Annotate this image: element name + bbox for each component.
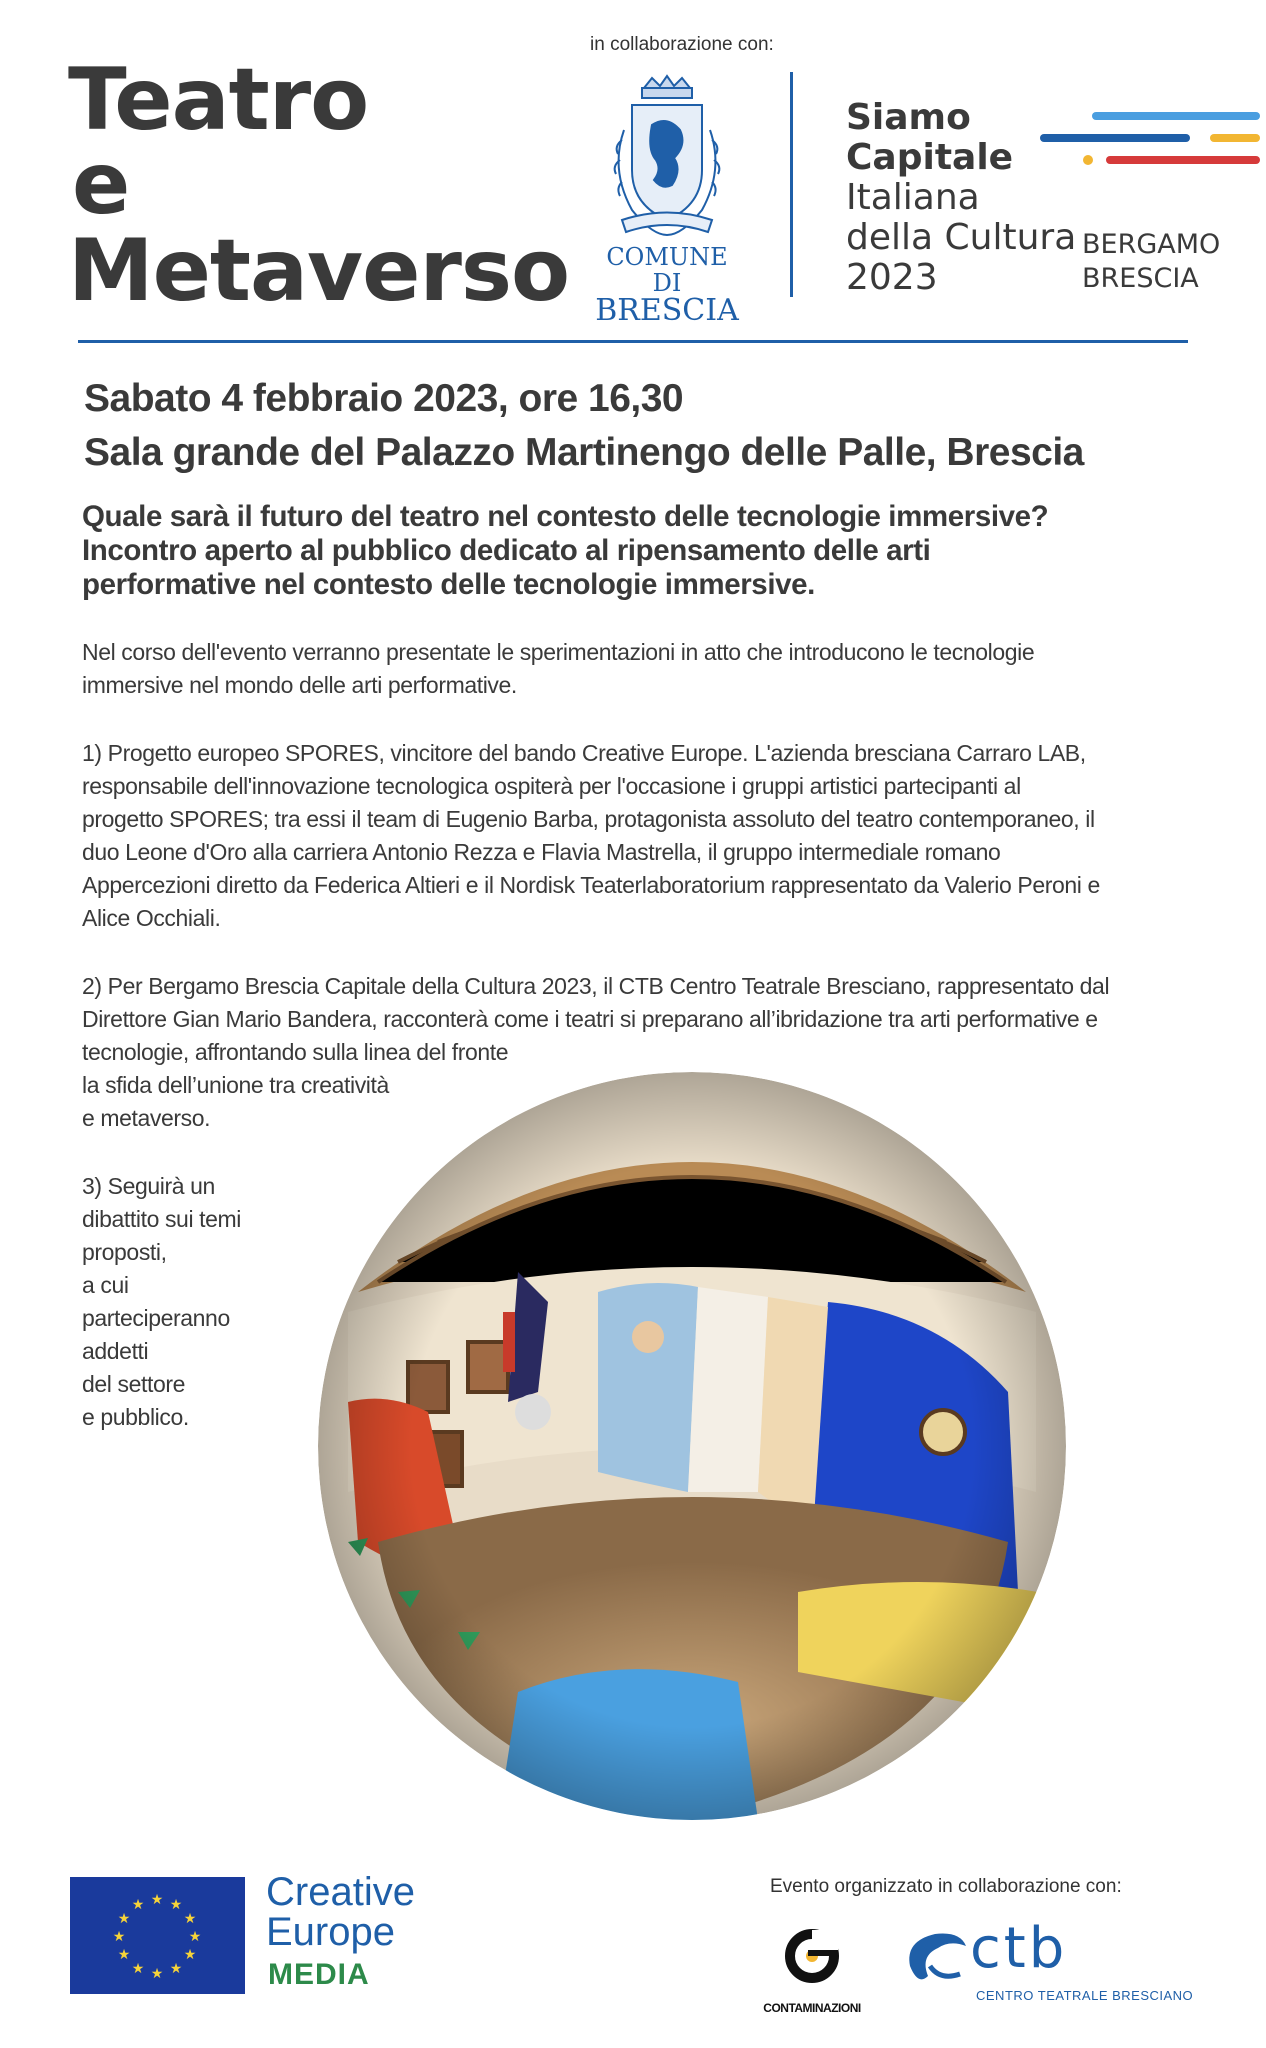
contaminazioni-logo: [752, 1926, 872, 2016]
organized-label: Evento organizzato in collaborazione con:: [770, 1876, 1122, 1897]
point3-line: del settore: [82, 1371, 185, 1397]
question-line: Incontro aperto al pubblico dedicato al ripensamento delle arti: [82, 534, 931, 567]
event-title: [68, 50, 570, 321]
point1-paragraph: [82, 737, 1202, 935]
point2-line: 2) Per Bergamo Brescia Capitale della Cultura 2023, il CTB Centro Teatrale Bresciano, rappresentato dal: [82, 973, 1110, 999]
capitale-line2: Capitale: [846, 137, 1014, 178]
ctb-splash-icon: [900, 1926, 970, 1996]
point2-line: Direttore Gian Mario Bandera, racconterà come i teatri si preparano all’ibridazione tra arti performative e: [82, 1006, 1098, 1032]
svg-text:★: ★: [131, 1897, 145, 1913]
contaminazioni-text: CONTAMINAZIONI: [763, 2001, 861, 2015]
point1-line: progetto SPORES; tra essi il team di Eugenio Barba, protagonista assoluto del teatro contemporaneo, il: [82, 806, 1095, 832]
svg-text:★: ★: [183, 1947, 197, 1963]
city-brescia: BRESCIA: [1082, 263, 1199, 294]
point2-line: e metaverso.: [82, 1105, 211, 1131]
eu-flag-icon: [70, 1877, 245, 1994]
svg-text:★: ★: [169, 1961, 183, 1977]
point3-line: a cui: [82, 1272, 129, 1298]
question-line: performative nel contesto delle tecnologie immersive.: [82, 568, 815, 601]
point1-line: Appercezioni diretto da Federica Altieri e il Nordisk Teaterlaboratorium rappresentato da Valerio Peroni e: [82, 872, 1100, 898]
point1-line: duo Leone d'Oro alla carriera Antonio Rezza e Flavia Mastrella, il gruppo intermediale romano: [82, 839, 1001, 865]
svg-text:★: ★: [117, 1947, 131, 1963]
svg-text:★: ★: [150, 1892, 164, 1908]
capitale-stripes-icon: [1040, 110, 1260, 170]
svg-text:★: ★: [183, 1911, 197, 1927]
svg-text:★: ★: [188, 1929, 202, 1945]
point3-line: proposti,: [82, 1239, 167, 1265]
event-date: Sabato 4 febbraio 2023, ore 16,30: [84, 377, 684, 420]
point1-line: Alice Occhiali.: [82, 905, 221, 931]
point3-line: 3) Seguirà un: [82, 1173, 215, 1199]
event-venue: Sala grande del Palazzo Martinengo delle Palle, Brescia: [84, 431, 1084, 474]
point1-line: 1) Progetto europeo SPORES, vincitore del bando Creative Europe. L'azienda bresciana Carraro LAB,: [82, 740, 1086, 766]
svg-text:★: ★: [169, 1897, 183, 1913]
comune-di-brescia-logo: [592, 244, 742, 326]
comune-line2: BRESCIA: [595, 293, 739, 328]
point3-line: e pubblico.: [82, 1404, 189, 1430]
ctb-subtitle: CENTRO TEATRALE BRESCIANO: [976, 1988, 1194, 2003]
media-label: MEDIA: [268, 1958, 370, 1991]
point2-line: la sfida dell’unione tra creatività: [82, 1072, 389, 1098]
capitale-line3: Italiana: [846, 177, 980, 218]
svg-text:★: ★: [150, 1966, 164, 1982]
point2-line: tecnologie, affrontando sulla linea del fronte: [82, 1039, 509, 1065]
question-line: Quale sarà il futuro del teatro nel contesto delle tecnologie immersive?: [82, 500, 1049, 533]
ctb-text: ctb: [970, 1916, 1068, 1981]
collab-label: in collaborazione con:: [590, 34, 774, 55]
intro-paragraph: [82, 636, 1202, 702]
comune-line1: COMUNE DI: [606, 243, 728, 297]
capitale-line1: Siamo: [846, 97, 971, 138]
point3-line: dibattito sui temi: [82, 1206, 241, 1232]
point3-line: addetti: [82, 1338, 149, 1364]
event-question: [82, 500, 1192, 602]
svg-text:★: ★: [131, 1961, 145, 1977]
intro-line: Nel corso dell'evento verranno presentate le sperimentazioni in atto che introducono le tecnologie: [82, 639, 1035, 665]
vertical-divider: [790, 72, 793, 297]
header-divider: [78, 340, 1188, 343]
europe-word: Europe: [266, 1910, 395, 1954]
metaverse-360-photo: [318, 1072, 1066, 1820]
capitale-line4: della Cultura: [846, 217, 1077, 258]
capitale-line5: 2023: [846, 257, 938, 298]
point1-line: responsabile dell'innovazione tecnologica ospiterà per l'occasione i gruppi artistici partecipanti al: [82, 773, 1021, 799]
title-line: Teatro: [68, 50, 369, 150]
svg-text:★: ★: [117, 1911, 131, 1927]
city-bergamo: BERGAMO: [1082, 229, 1221, 260]
creative-word: Creative: [266, 1870, 415, 1914]
creative-europe-logo: [266, 1872, 415, 1952]
title-line: Metaverso: [68, 221, 570, 321]
bergamo-brescia-label: [1082, 228, 1220, 296]
title-line: e: [72, 134, 130, 234]
point3-line: parteciperanno: [82, 1305, 230, 1331]
event-date-venue: [84, 372, 1084, 480]
ctb-logo: [900, 1916, 1194, 2016]
intro-line: immersive nel mondo delle arti performative.: [82, 672, 517, 698]
svg-text:★: ★: [112, 1929, 126, 1945]
contaminazioni-icon: [752, 1926, 872, 1992]
